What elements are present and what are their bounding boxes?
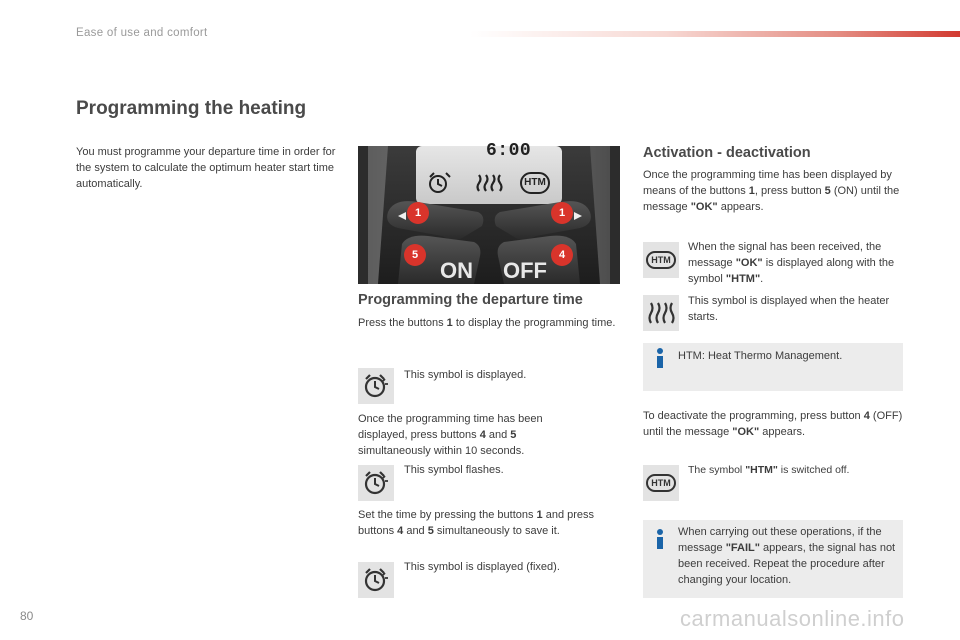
callout-4: 4 bbox=[551, 244, 573, 266]
callout-1-right: 1 bbox=[551, 202, 573, 224]
remote-on-label: ON bbox=[440, 258, 473, 283]
activation-para-1: Once the programming time has been displayed by means of the buttons 1, press button 5 (ON) until the message "OK" appears. bbox=[643, 169, 900, 213]
display-time: 6:00 bbox=[486, 141, 532, 161]
departure-sym-1-text: This symbol is displayed. bbox=[404, 369, 527, 381]
info-htm-text: HTM: Heat Thermo Management. bbox=[678, 350, 843, 362]
callout-5: 5 bbox=[404, 244, 426, 266]
section-header: Ease of use and comfort bbox=[76, 27, 208, 39]
departure-para-2: Once the programming time has been displayed, press buttons 4 and 5 simultaneously within 10 seconds. bbox=[358, 413, 543, 457]
alarm-clock-icon bbox=[361, 371, 391, 401]
activation-para-2: To deactivate the programming, press button 4 (OFF) until the message "OK" appears. bbox=[643, 410, 903, 438]
htm-symbol-1 bbox=[643, 242, 679, 278]
info-fail-text: When carrying out these operations, if the message "FAIL" appears, the signal has not been received. Repeat the procedure after changing your location. bbox=[678, 526, 896, 586]
remote-off-label: OFF bbox=[503, 258, 547, 283]
htm-badge-icon: HTM bbox=[646, 251, 676, 269]
htm-badge-icon: HTM bbox=[646, 474, 676, 492]
clock-symbol-3 bbox=[358, 562, 394, 598]
departure-sym-3-text: This symbol is displayed (fixed). bbox=[404, 561, 560, 573]
departure-para-3: Set the time by pressing the buttons 1 and press buttons 4 and 5 simultaneously to save it. bbox=[358, 509, 595, 537]
activation-heading: Activation - deactivation bbox=[643, 145, 811, 161]
clock-symbol-1 bbox=[358, 368, 394, 404]
remote-control-image bbox=[358, 146, 620, 284]
info-icon bbox=[653, 528, 667, 550]
page-title: Programming the heating bbox=[76, 98, 307, 119]
info-box-htm bbox=[643, 343, 903, 391]
departure-sym-2-text: This symbol flashes. bbox=[404, 464, 504, 476]
info-icon bbox=[653, 347, 667, 369]
display-heater-icon bbox=[474, 172, 504, 196]
header-bar bbox=[470, 31, 960, 37]
info-box-fail bbox=[643, 520, 903, 598]
heater-symbol bbox=[643, 295, 679, 331]
clock-symbol-2 bbox=[358, 465, 394, 501]
alarm-clock-icon bbox=[361, 468, 391, 498]
watermark: carmanualsonline.info bbox=[680, 606, 905, 631]
activation-sym-2-text: This symbol is displayed when the heater starts. bbox=[688, 295, 890, 323]
heater-waves-icon bbox=[646, 300, 676, 326]
intro-text: You must programme your departure time in order for the system to calculate the optimum heater start time automatically. bbox=[76, 146, 336, 190]
activation-sym-1-text: When the signal has been received, the message "OK" is displayed along with the symbol "HTM". bbox=[688, 241, 895, 285]
display-htm-icon: HTM bbox=[520, 172, 550, 194]
departure-heading: Programming the departure time bbox=[358, 292, 583, 308]
alarm-clock-icon bbox=[361, 565, 391, 595]
display-clock-icon bbox=[426, 170, 454, 196]
departure-para-1: Press the buttons 1 to display the programming time. bbox=[358, 317, 616, 329]
htm-symbol-2 bbox=[643, 465, 679, 501]
callout-1-left: 1 bbox=[407, 202, 429, 224]
page-number: 80 bbox=[20, 609, 34, 623]
activation-sym-3-text: The symbol "HTM" is switched off. bbox=[688, 464, 850, 476]
